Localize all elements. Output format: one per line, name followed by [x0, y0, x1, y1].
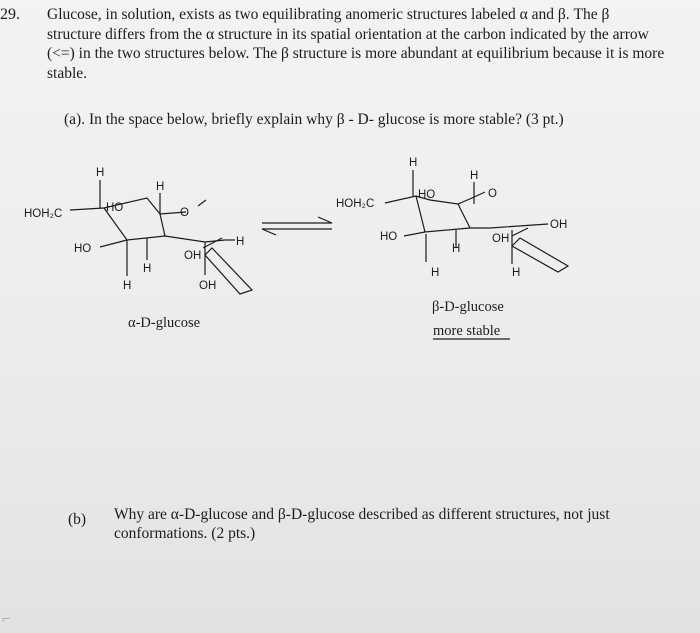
beta-h-bot1: H: [431, 267, 440, 279]
alpha-h-top1: H: [96, 167, 105, 179]
beta-glucose-structure: [336, 157, 568, 339]
beta-h-bot2: H: [452, 243, 461, 255]
beta-h-top2: H: [470, 170, 479, 182]
equilibrium-arrows: [262, 217, 332, 235]
alpha-ring-o: O: [180, 207, 189, 219]
beta-h-bot3: H: [512, 267, 521, 279]
beta-hoh2c: HOH₂C: [336, 198, 375, 210]
question-number: 29.: [0, 6, 20, 23]
beta-oh-ring: OH: [492, 233, 510, 245]
beta-h-top1: H: [409, 157, 418, 169]
margin-mark-icon: ⌐: [2, 612, 10, 627]
alpha-oh-ring: OH: [184, 250, 202, 262]
alpha-hoh2c: HOH₂C: [24, 208, 63, 220]
part-b-label: (b): [68, 511, 87, 528]
question-text: Glucose, in solution, exists as two equilibrating anomeric structures labeled α and β. The β structure differs from the α structure in its spatial orientation at the carbon indicated by the arrow (<=) in the two structures below. The β structure is more abundant at equilibrium because it is more stable.: [47, 6, 665, 82]
alpha-h-bot1: H: [123, 280, 132, 292]
alpha-glucose-structure: [24, 167, 252, 331]
alpha-ho-top: HO: [106, 202, 124, 214]
beta-oh-right: OH: [550, 219, 568, 231]
beta-ring-o: O: [488, 188, 497, 200]
part-a-prompt: (a). In the space below, briefly explain why β - D- glucose is more stable? (3 pt.): [64, 111, 564, 128]
beta-note: more stable: [433, 323, 501, 339]
part-b-prompt: Why are α-D-glucose and β-D-glucose described as different structures, not just conformations. (2 pts.): [114, 506, 610, 542]
beta-ho-top: HO: [418, 189, 436, 201]
beta-name: β-D-glucose: [432, 299, 504, 315]
alpha-name: α-D-glucose: [128, 315, 201, 331]
alpha-h-bot2: H: [143, 263, 152, 275]
alpha-oh-bottom: OH: [199, 280, 217, 292]
alpha-h-right: H: [236, 236, 245, 248]
alpha-ho-left: HO: [74, 243, 92, 255]
beta-ho-left: HO: [380, 231, 398, 243]
alpha-h-top2: H: [156, 181, 165, 193]
